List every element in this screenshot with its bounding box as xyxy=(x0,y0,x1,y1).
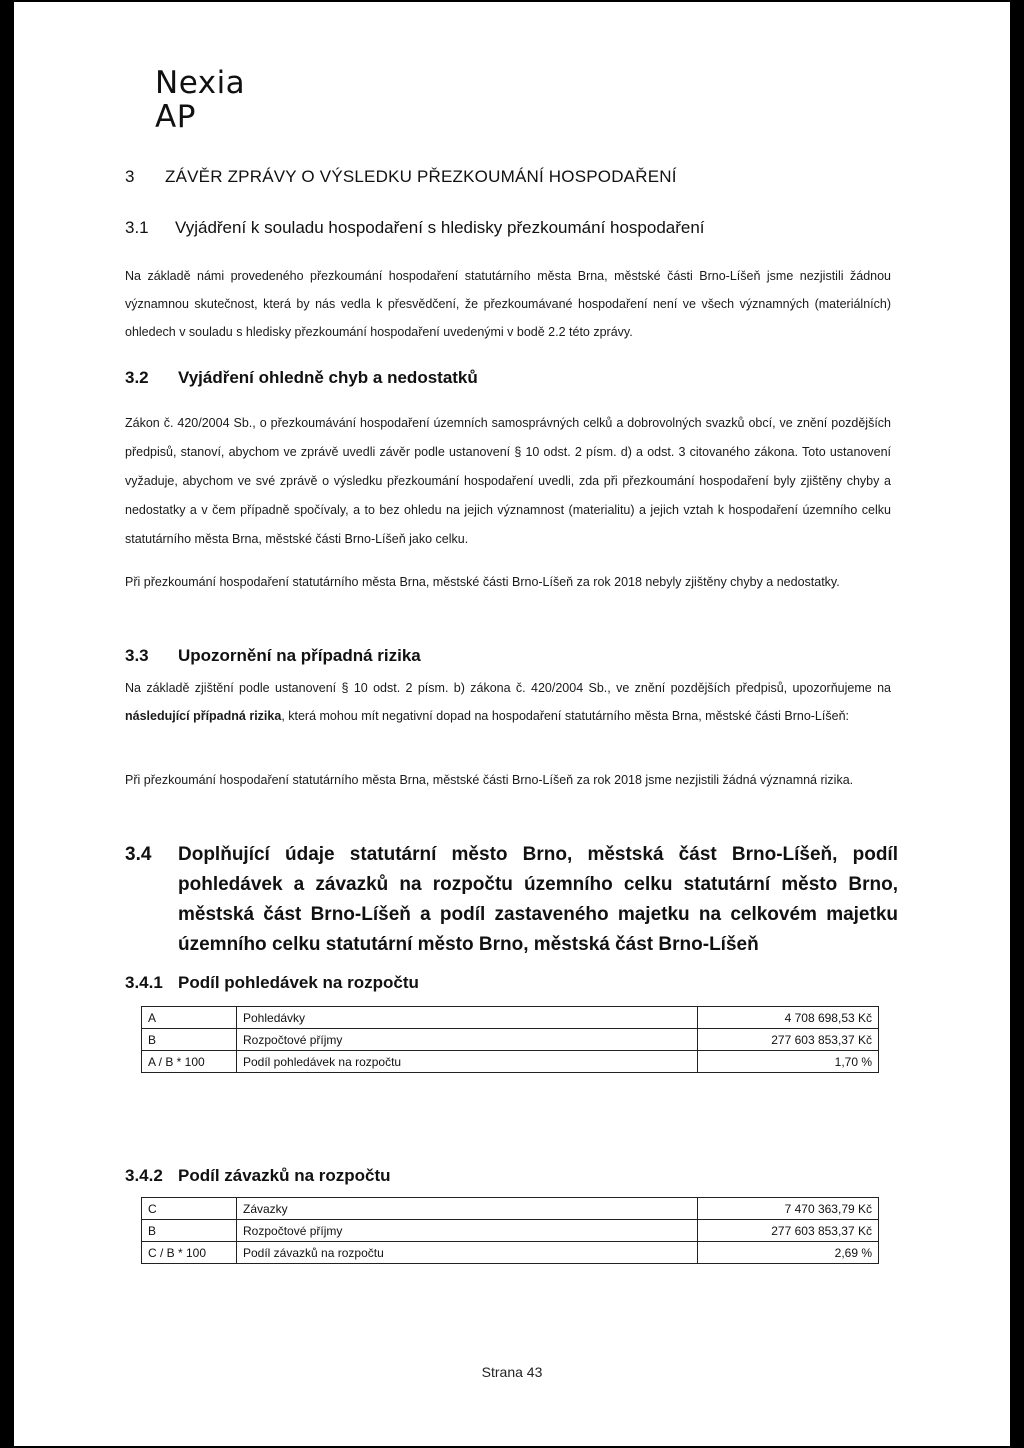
row-value: 277 603 853,37 Kč xyxy=(698,1220,879,1242)
page-number: Strana 43 xyxy=(481,1364,543,1380)
section-3-3-text-1 xyxy=(125,674,891,730)
section-3-number: 3 xyxy=(125,167,135,186)
section-3-3-text-2: Při přezkoumání hospodaření statutárního města Brna, městské části Brno-Líšeň za rok 2018 jsme nezjistili žádná významná rizika. xyxy=(125,773,854,787)
table-row xyxy=(142,1242,879,1264)
section-3-3-paragraph-1 xyxy=(125,674,891,730)
section-3-3-title: Upozornění na případná rizika xyxy=(178,646,421,665)
row-code: B xyxy=(142,1029,237,1051)
row-value: 4 708 698,53 Kč xyxy=(698,1007,879,1029)
table-row xyxy=(142,1220,879,1242)
section-3-4-title: Doplňující údaje statutární město Brno, městská část Brno-Líšeň, podíl pohledávek a závazků na rozpočtu územního celku statutární město Brno, městská část Brno-Líšeň a podíl zastaveného majetku na celkovém majetku územního celku statutární město Brno, městská část Brno-Líšeň xyxy=(178,844,898,955)
row-code: A / B * 100 xyxy=(142,1051,237,1073)
row-value: 277 603 853,37 Kč xyxy=(698,1029,879,1051)
section-3-4-1-heading xyxy=(125,973,419,993)
row-label: Závazky xyxy=(237,1198,698,1220)
row-value: 7 470 363,79 Kč xyxy=(698,1198,879,1220)
section-3-2-paragraph-1 xyxy=(125,409,891,554)
section-3-4-2-title: Podíl závazků na rozpočtu xyxy=(178,1166,391,1185)
section-3-heading xyxy=(125,167,677,187)
row-label: Podíl závazků na rozpočtu xyxy=(237,1242,698,1264)
table-row xyxy=(142,1051,879,1073)
row-value: 2,69 % xyxy=(698,1242,879,1264)
section-3-4-2-number: 3.4.2 xyxy=(125,1166,163,1185)
table-row xyxy=(142,1029,879,1051)
section-3-1-heading xyxy=(125,218,705,238)
section-3-4-1-title: Podíl pohledávek na rozpočtu xyxy=(178,973,419,992)
nexia-logo xyxy=(155,66,245,134)
section-3-1-paragraph xyxy=(125,262,891,346)
section-3-2-heading xyxy=(125,368,478,388)
section-3-3-text-1-b: , která mohou mít negativní dopad na hospodaření statutárního města Brna, městské části Brno-Líšeň: xyxy=(281,709,849,723)
row-code: B xyxy=(142,1220,237,1242)
section-3-2-number: 3.2 xyxy=(125,368,149,387)
row-label: Rozpočtové příjmy xyxy=(237,1029,698,1051)
receivables-table xyxy=(141,1006,879,1073)
section-3-2-paragraph-2 xyxy=(125,568,891,597)
row-code: A xyxy=(142,1007,237,1029)
row-code: C xyxy=(142,1198,237,1220)
section-3-3-heading xyxy=(125,646,421,666)
table-row xyxy=(142,1007,879,1029)
section-3-2-text-2: Při přezkoumání hospodaření statutárního města Brna, městské části Brno-Líšeň za rok 2018 nebyly zjištěny chyby a nedostatky. xyxy=(125,575,840,589)
logo-line-1: Nexia xyxy=(155,65,246,101)
section-3-1-text: Na základě námi provedeného přezkoumání hospodaření statutárního města Brna, městské části Brno-Líšeň jsme nezjistili žádnou významnou skutečnost, která by nás vedla k přesvědčení, že přezkoumávané hospodaření není ve všech významných (materiálních) ohledech v souladu s hledisky přezkoumání hospodaření uvedenými v bodě 2.2 této zprávy. xyxy=(125,269,891,339)
row-label: Podíl pohledávek na rozpočtu xyxy=(237,1051,698,1073)
section-3-3-text-1-a: Na základě zjištění podle ustanovení § 10 odst. 2 písm. b) zákona č. 420/2004 Sb., ve znění pozdějších předpisů, upozorňujeme na xyxy=(125,681,891,695)
section-3-4-1-number: 3.4.1 xyxy=(125,973,163,992)
section-3-4-heading xyxy=(125,840,905,960)
section-3-1-number: 3.1 xyxy=(125,218,149,237)
section-3-2-text-1: Zákon č. 420/2004 Sb., o přezkoumávání hospodaření územních samosprávných celků a dobrovolných svazků obcí, ve znění pozdějších předpisů, stanoví, abychom ve zprávě uvedli závěr podle ustanovení § 10 odst. 2 písm. d) a odst. 3 citovaného zákona. Toto ustanovení vyžaduje, abychom ve své zprávě o výsledku přezkoumání hospodaření uvedli, zda při přezkoumání hospodaření byly zjištěny chyby a nedostatky a v čem případně spočívaly, a to bez ohledu na jejich významnost (materialitu) a jejich vztah k hospodaření územního celku statutárního města Brna, městské části Brno-Líšeň jako celku. xyxy=(125,416,891,546)
section-3-3-number: 3.3 xyxy=(125,646,149,665)
liabilities-table xyxy=(141,1197,879,1264)
table-row xyxy=(142,1198,879,1220)
row-code: C / B * 100 xyxy=(142,1242,237,1264)
section-3-2-title: Vyjádření ohledně chyb a nedostatků xyxy=(178,368,478,387)
logo-line-2: AP xyxy=(155,99,196,135)
document-page xyxy=(14,2,1010,1446)
section-3-4-number: 3.4 xyxy=(125,844,152,865)
section-3-4-2-heading xyxy=(125,1166,391,1186)
row-label: Pohledávky xyxy=(237,1007,698,1029)
section-3-1-title: Vyjádření k souladu hospodaření s hledisky přezkoumání hospodaření xyxy=(175,218,705,237)
row-label: Rozpočtové příjmy xyxy=(237,1220,698,1242)
section-3-title: ZÁVĚR ZPRÁVY O VÝSLEDKU PŘEZKOUMÁNÍ HOSPODAŘENÍ xyxy=(165,167,677,186)
section-3-3-paragraph-2 xyxy=(125,766,891,795)
section-3-3-text-1-bold: následující případná rizika xyxy=(125,709,282,723)
row-value: 1,70 % xyxy=(698,1051,879,1073)
